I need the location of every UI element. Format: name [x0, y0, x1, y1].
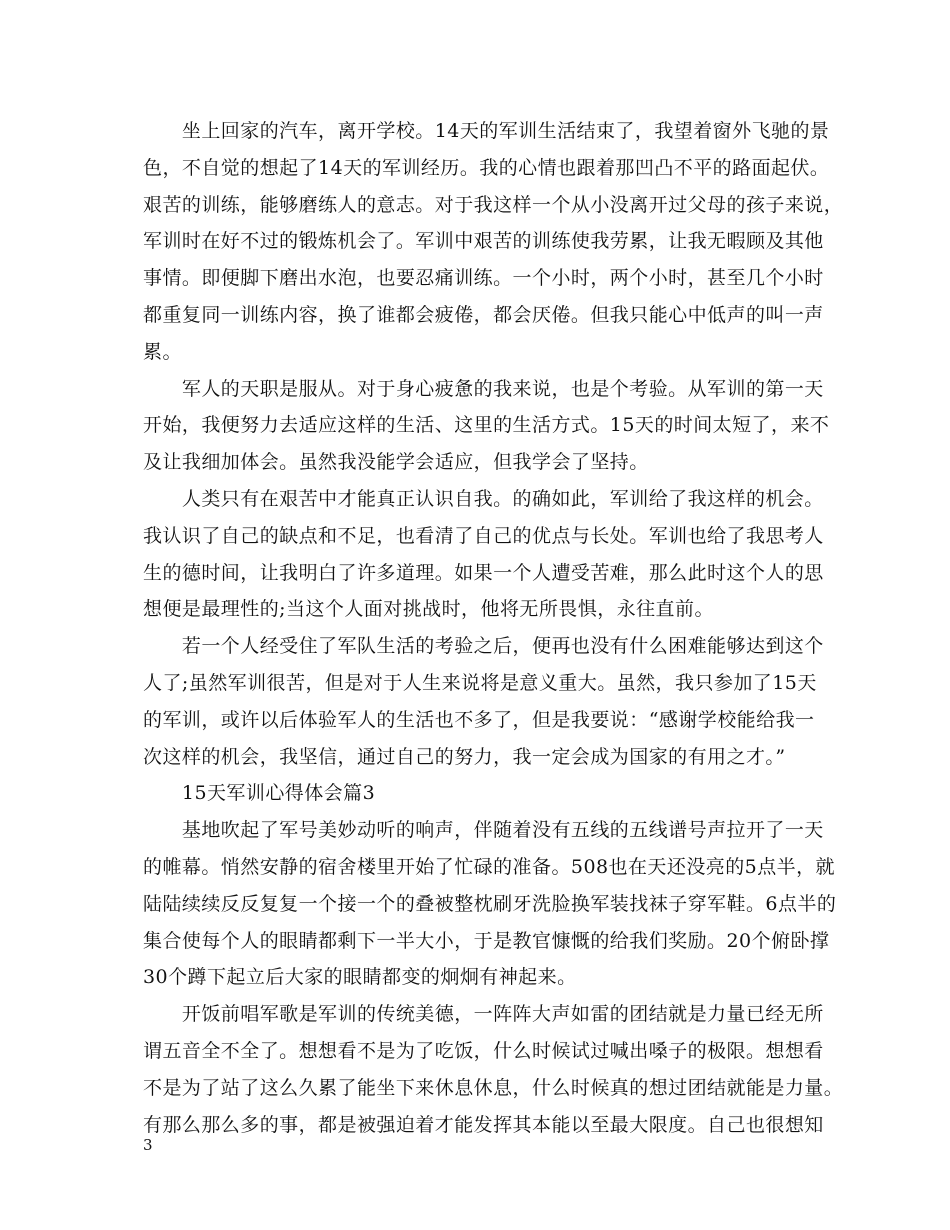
- text-line: 次这样的机会，我坚信，通过自己的努力，我一定会成为国家的有用之才。”: [143, 745, 786, 768]
- text-line: 有那么那么多的事，都是被强迫着才能发挥其本能以至最大限度。自己也很想知: [143, 1113, 824, 1136]
- text-line: 生的德时间，让我明白了许多道理。如果一个人遭受苦难，那么此时这个人的思: [143, 561, 824, 584]
- text-line: 人类只有在艰苦中才能真正认识自我。的确如此，军训给了我这样的机会。: [143, 488, 824, 510]
- text-line: 军训时在好不过的锻炼机会了。军训中艰苦的训练使我劳累，让我无暇顾及其他: [143, 230, 824, 253]
- text-line: 的军训，或许以后体验军人的生活也不多了，但是我要说：“感谢学校能给我一: [143, 708, 815, 731]
- text-line: 的帷幕。悄然安静的宿舍楼里开始了忙碌的准备。508也在天还没亮的5点半，就: [143, 856, 836, 878]
- text-line: 我认识了自己的缺点和不足，也看清了自己的优点与长处。军训也给了我思考人: [143, 524, 824, 547]
- text-line: 及让我细加体会。虽然我没能学会适应，但我学会了坚持。: [143, 451, 649, 474]
- text-line: 30个蹲下起立后大家的眼睛都变的炯炯有神起来。: [143, 966, 577, 989]
- text-line: 15天军训心得体会篇3: [143, 782, 376, 805]
- text-line: 谓五音全不全了。想想看不是为了吃饭，什么时候试过喊出嗓子的极限。想想看: [143, 1040, 824, 1062]
- text-line: 开始，我便努力去适应这样的生活、这里的生活方式。15天的时间太短了，来不: [143, 414, 830, 437]
- text-line: 艰苦的训练，能够磨练人的意志。对于我这样一个从小没离开过父母的孩子来说，: [143, 193, 844, 216]
- text-line: 累。: [143, 340, 182, 363]
- text-line: 不是为了站了这么久累了能坐下来休息休息，什么时候真的想过团结就能是力量。: [143, 1076, 844, 1099]
- text-line: 军人的天职是服从。对于身心疲惫的我来说，也是个考验。从军训的第一天: [143, 377, 824, 400]
- text-line: 陆陆续续反反复复一个接一个的叠被整枕刷牙洗脸换军装找袜子穿军鞋。6点半的: [143, 892, 837, 915]
- text-line: 色，不自觉的想起了14天的军训经历。我的心情也跟着那凹凸不平的路面起伏。: [143, 156, 830, 179]
- text-line: 想便是最理性的;当这个人面对挑战时，他将无所畏惧，永往直前。: [143, 598, 714, 621]
- text-line: 基地吹起了军号美妙动听的响声，伴随着没有五线的五线谱号声拉开了一天: [143, 819, 824, 842]
- text-line: 若一个人经受住了军队生活的考验之后，便再也没有什么困难能够达到这个: [143, 635, 824, 658]
- text-line: 坐上回家的汽车，离开学校。14天的军训生活结束了，我望着窗外飞驰的景: [143, 120, 830, 142]
- text-line: 集合使每个人的眼睛都剩下一半大小，于是教官慷慨的给我们奖励。20个俯卧撑: [143, 929, 830, 952]
- text-line: 开饭前唱军歌是军训的传统美德，一阵阵大声如雷的团结就是力量已经无所: [143, 1003, 824, 1026]
- text-line: 人了;虽然军训很苦，但是对于人生来说将是意义重大。虽然，我只参加了15天: [143, 672, 817, 694]
- text-line: 事情。即便脚下磨出水泡，也要忍痛训练。一个小时，两个小时，甚至几个小时: [143, 267, 824, 290]
- text-line: 都重复同一训练内容，换了谁都会疲倦，都会厌倦。但我只能心中低声的叫一声: [143, 304, 824, 326]
- page-number: 3: [143, 1136, 153, 1154]
